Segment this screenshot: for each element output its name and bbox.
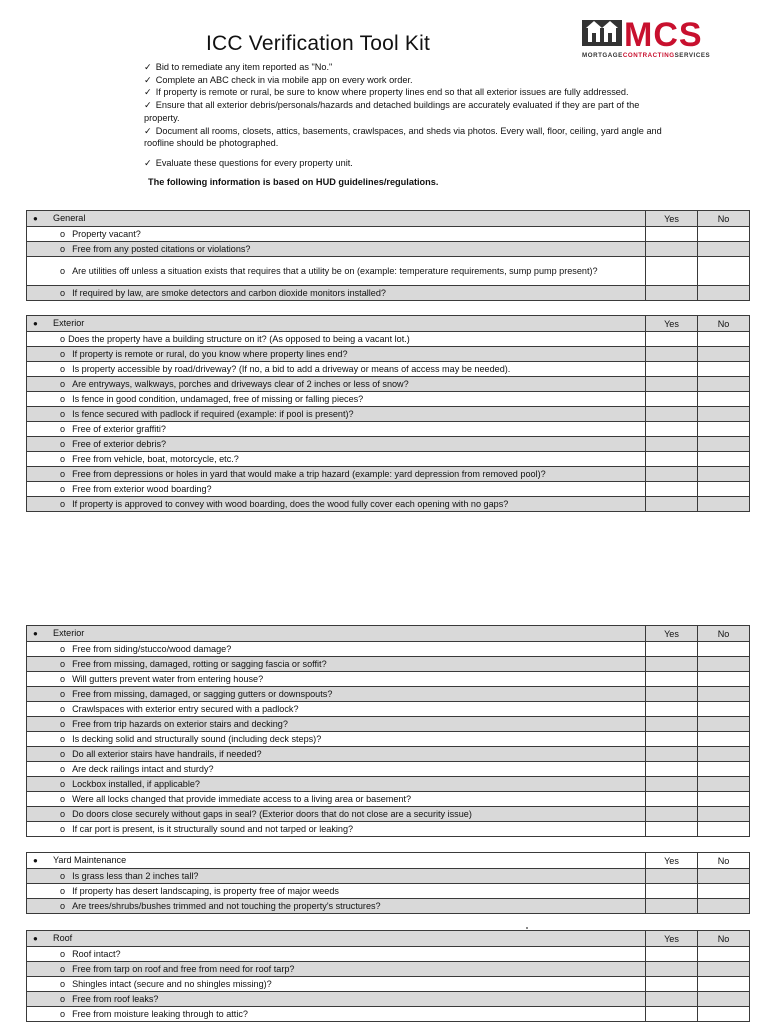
yes-cell[interactable] (646, 947, 698, 962)
logo-brand-text: MCS (624, 16, 703, 54)
question-row (27, 392, 750, 407)
yes-cell[interactable] (646, 747, 698, 762)
section-general (26, 210, 750, 301)
question-text: o Free from roof leaks? (27, 992, 646, 1007)
question-row (27, 702, 750, 717)
no-header: No (698, 316, 750, 332)
yes-cell[interactable] (646, 807, 698, 822)
yes-cell[interactable] (646, 977, 698, 992)
mcs-logo (580, 14, 744, 60)
question-text: o Are entryways, walkways, porches and driveways clear of 2 inches or less of snow? (27, 377, 646, 392)
question-text: o Free from tarp on roof and free from need for roof tarp? (27, 962, 646, 977)
yes-cell[interactable] (646, 869, 698, 884)
question-text: o If required by law, are smoke detectors and carbon dioxide monitors installed? (27, 286, 646, 301)
question-text: o Free from missing, damaged, or sagging gutters or downspouts? (27, 687, 646, 702)
question-text: o Crawlspaces with exterior entry secured with a padlock? (27, 702, 646, 717)
yes-cell[interactable] (646, 642, 698, 657)
question-text: o Free from trip hazards on exterior stairs and decking? (27, 717, 646, 732)
question-row (27, 407, 750, 422)
question-row (27, 347, 750, 362)
instruction-item: ✓ Evaluate these questions for every property unit. (144, 157, 353, 168)
section-yard-maintenance (26, 852, 750, 914)
yes-cell[interactable] (646, 257, 698, 286)
question-row (27, 657, 750, 672)
question-row (27, 947, 750, 962)
page-title: ICC Verification Tool Kit (206, 32, 431, 55)
question-row (27, 884, 750, 899)
question-row (27, 422, 750, 437)
logo-house-door-1 (592, 33, 596, 42)
question-text: o Free from exterior wood boarding? (27, 482, 646, 497)
yes-cell[interactable] (646, 822, 698, 837)
question-text: o Does the property have a building structure on it? (As opposed to being a vacant lot.) (27, 332, 646, 347)
question-text: o If property is remote or rural, do you know where property lines end? (27, 347, 646, 362)
logo-graphic (580, 14, 744, 60)
question-row (27, 642, 750, 657)
no-cell[interactable] (698, 899, 750, 914)
question-row (27, 777, 750, 792)
no-cell[interactable] (698, 242, 750, 257)
no-cell[interactable] (698, 482, 750, 497)
no-cell[interactable] (698, 452, 750, 467)
no-cell[interactable] (698, 467, 750, 482)
question-row (27, 717, 750, 732)
question-row (27, 672, 750, 687)
logo-house-door-2 (608, 33, 612, 42)
question-row (27, 286, 750, 301)
yes-cell[interactable] (646, 362, 698, 377)
question-text: o Are utilities off unless a situation exists that requires that a utility be on (example: temperature requirements, sump pump present)? (27, 257, 646, 286)
no-header: No (698, 931, 750, 947)
question-row (27, 992, 750, 1007)
question-row (27, 747, 750, 762)
yes-header: Yes (646, 853, 698, 869)
yes-cell[interactable] (646, 992, 698, 1007)
question-row (27, 822, 750, 837)
section-title: Exterior (53, 318, 85, 328)
yes-cell[interactable] (646, 687, 698, 702)
no-cell[interactable] (698, 672, 750, 687)
instruction-item: ✓ Ensure that all exterior debris/personals/hazards and detached buildings are accurately evaluated if they are part of the property. (144, 100, 640, 123)
no-cell[interactable] (698, 407, 750, 422)
section-exterior-1 (26, 315, 750, 512)
no-cell[interactable] (698, 437, 750, 452)
yes-cell[interactable] (646, 347, 698, 362)
yes-header: Yes (646, 316, 698, 332)
no-cell[interactable] (698, 257, 750, 286)
no-cell[interactable] (698, 807, 750, 822)
question-text: o Free of exterior debris? (27, 437, 646, 452)
question-row (27, 482, 750, 497)
bullet-icon: ● (33, 319, 38, 328)
yes-cell[interactable] (646, 332, 698, 347)
yes-cell[interactable] (646, 467, 698, 482)
no-cell[interactable] (698, 992, 750, 1007)
question-text: o Roof intact? (27, 947, 646, 962)
section-title: General (53, 213, 86, 223)
question-text: o Property vacant? (27, 227, 646, 242)
yes-cell[interactable] (646, 717, 698, 732)
yes-header: Yes (646, 211, 698, 227)
no-cell[interactable] (698, 717, 750, 732)
yes-cell[interactable] (646, 377, 698, 392)
question-text: o Are deck railings intact and sturdy? (27, 762, 646, 777)
no-cell[interactable] (698, 227, 750, 242)
question-row (27, 869, 750, 884)
yes-cell[interactable] (646, 482, 698, 497)
yes-cell[interactable] (646, 657, 698, 672)
question-text: o Free from depressions or holes in yard that would make a trip hazard (example: yard depression from removed pool)? (27, 467, 646, 482)
instruction-item: ✓ Document all rooms, closets, attics, basements, crawlspaces, and sheds via photos. Every wall, floor, ceiling, yard angle and roofline should be photographed. (144, 125, 662, 149)
logo-tagline: MORTGAGECONTRACTINGSERVICES (582, 52, 711, 59)
yes-cell[interactable] (646, 242, 698, 257)
no-cell[interactable] (698, 332, 750, 347)
no-cell[interactable] (698, 497, 750, 512)
bullet-icon: ● (33, 214, 38, 223)
yes-cell[interactable] (646, 792, 698, 807)
question-text: o Free from missing, damaged, rotting or sagging fascia or soffit? (27, 657, 646, 672)
question-row (27, 687, 750, 702)
instruction-item: ✓ If property is remote or rural, be sure to know where property lines end so that all exterior issues are fully addressed. (144, 87, 629, 98)
no-cell[interactable] (698, 869, 750, 884)
question-row (27, 257, 750, 286)
instructions-list (144, 61, 684, 188)
question-row (27, 807, 750, 822)
question-text: o If property is approved to convey with wood boarding, does the wood fully cover each opening with no gaps? (27, 497, 646, 512)
question-row (27, 437, 750, 452)
no-cell[interactable] (698, 962, 750, 977)
question-row (27, 377, 750, 392)
yes-cell[interactable] (646, 452, 698, 467)
question-text: o Free of exterior graffiti? (27, 422, 646, 437)
no-cell[interactable] (698, 702, 750, 717)
question-row (27, 497, 750, 512)
no-header: No (698, 211, 750, 227)
question-text: o Is fence in good condition, undamaged, free of missing or falling pieces? (27, 392, 646, 407)
question-text: o Lockbox installed, if applicable? (27, 777, 646, 792)
question-row (27, 332, 750, 347)
question-text: o Do all exterior stairs have handrails, if needed? (27, 747, 646, 762)
no-header: No (698, 626, 750, 642)
yes-cell[interactable] (646, 777, 698, 792)
question-text: o If car port is present, is it structurally sound and not tarped or leaking? (27, 822, 646, 837)
yes-cell[interactable] (646, 422, 698, 437)
section-header (27, 626, 750, 642)
no-cell[interactable] (698, 286, 750, 301)
yes-cell[interactable] (646, 732, 698, 747)
question-text: o Is decking solid and structurally sound (including deck steps)? (27, 732, 646, 747)
no-cell[interactable] (698, 732, 750, 747)
bullet-icon: ● (33, 856, 38, 865)
question-row (27, 227, 750, 242)
yes-cell[interactable] (646, 899, 698, 914)
no-cell[interactable] (698, 347, 750, 362)
section-header (27, 931, 750, 947)
question-text: o Were all locks changed that provide immediate access to a living area or basement? (27, 792, 646, 807)
checkmark-icon: ✓ (144, 100, 152, 111)
question-text: o Free from moisture leaking through to attic? (27, 1007, 646, 1022)
no-header: No (698, 853, 750, 869)
yes-cell[interactable] (646, 672, 698, 687)
no-cell[interactable] (698, 642, 750, 657)
question-text: o Free from vehicle, boat, motorcycle, etc.? (27, 452, 646, 467)
no-cell[interactable] (698, 1007, 750, 1022)
yes-cell[interactable] (646, 962, 698, 977)
no-cell[interactable] (698, 884, 750, 899)
question-row (27, 467, 750, 482)
question-row (27, 362, 750, 377)
yes-header: Yes (646, 931, 698, 947)
question-row (27, 899, 750, 914)
no-cell[interactable] (698, 377, 750, 392)
no-cell[interactable] (698, 822, 750, 837)
question-text: o If property has desert landscaping, is property free of major weeds (27, 884, 646, 899)
no-cell[interactable] (698, 977, 750, 992)
question-text: o Is fence secured with padlock if required (example: if pool is present)? (27, 407, 646, 422)
checkmark-icon: ✓ (144, 74, 152, 85)
yes-header: Yes (646, 626, 698, 642)
section-roof (26, 930, 750, 1022)
checkmark-icon: ✓ (144, 87, 152, 98)
question-row (27, 1007, 750, 1022)
no-cell[interactable] (698, 422, 750, 437)
yes-cell[interactable] (646, 1007, 698, 1022)
question-row (27, 452, 750, 467)
question-text: o Is grass less than 2 inches tall? (27, 869, 646, 884)
question-row (27, 962, 750, 977)
yes-cell[interactable] (646, 392, 698, 407)
stray-mark (526, 927, 528, 929)
yes-cell[interactable] (646, 702, 698, 717)
section-header (27, 316, 750, 332)
yes-cell[interactable] (646, 437, 698, 452)
question-text: o Do doors close securely without gaps in seal? (Exterior doors that do not close are a security issue) (27, 807, 646, 822)
no-cell[interactable] (698, 392, 750, 407)
no-cell[interactable] (698, 657, 750, 672)
checkmark-icon: ✓ (144, 157, 152, 168)
yes-cell[interactable] (646, 884, 698, 899)
no-cell[interactable] (698, 777, 750, 792)
question-row (27, 977, 750, 992)
question-row (27, 732, 750, 747)
question-text: o Will gutters prevent water from entering house? (27, 672, 646, 687)
checkmark-icon: ✓ (144, 125, 152, 136)
yes-cell[interactable] (646, 497, 698, 512)
question-row (27, 242, 750, 257)
bullet-icon: ● (33, 629, 38, 638)
question-text: o Free from any posted citations or violations? (27, 242, 646, 257)
section-title: Yard Maintenance (53, 855, 127, 865)
no-cell[interactable] (698, 747, 750, 762)
yes-cell[interactable] (646, 407, 698, 422)
no-cell[interactable] (698, 947, 750, 962)
question-text: o Shingles intact (secure and no shingles missing)? (27, 977, 646, 992)
yes-cell[interactable] (646, 286, 698, 301)
checkmark-icon: ✓ (144, 62, 152, 72)
bullet-icon: ● (33, 934, 38, 943)
section-header (27, 211, 750, 227)
section-title: Roof (53, 933, 73, 943)
no-cell[interactable] (698, 792, 750, 807)
instruction-item: ✓ Bid to remediate any item reported as "No." (144, 62, 333, 72)
yes-cell[interactable] (646, 762, 698, 777)
instruction-item: ✓ Complete an ABC check in via mobile app on every work order. (144, 74, 413, 85)
no-cell[interactable] (698, 362, 750, 377)
question-text: o Free from siding/stucco/wood damage? (27, 642, 646, 657)
section-exterior-2 (26, 625, 750, 837)
no-cell[interactable] (698, 687, 750, 702)
yes-cell[interactable] (646, 227, 698, 242)
question-row (27, 762, 750, 777)
question-text: o Is property accessible by road/driveway? (If no, a bid to add a driveway or means of access may be needed). (27, 362, 646, 377)
question-row (27, 792, 750, 807)
hud-note: The following information is based on HUD guidelines/regulations. (148, 176, 439, 187)
section-header (27, 853, 750, 869)
question-text: o Are trees/shrubs/bushes trimmed and not touching the property's structures? (27, 899, 646, 914)
section-title: Exterior (53, 628, 85, 638)
no-cell[interactable] (698, 762, 750, 777)
